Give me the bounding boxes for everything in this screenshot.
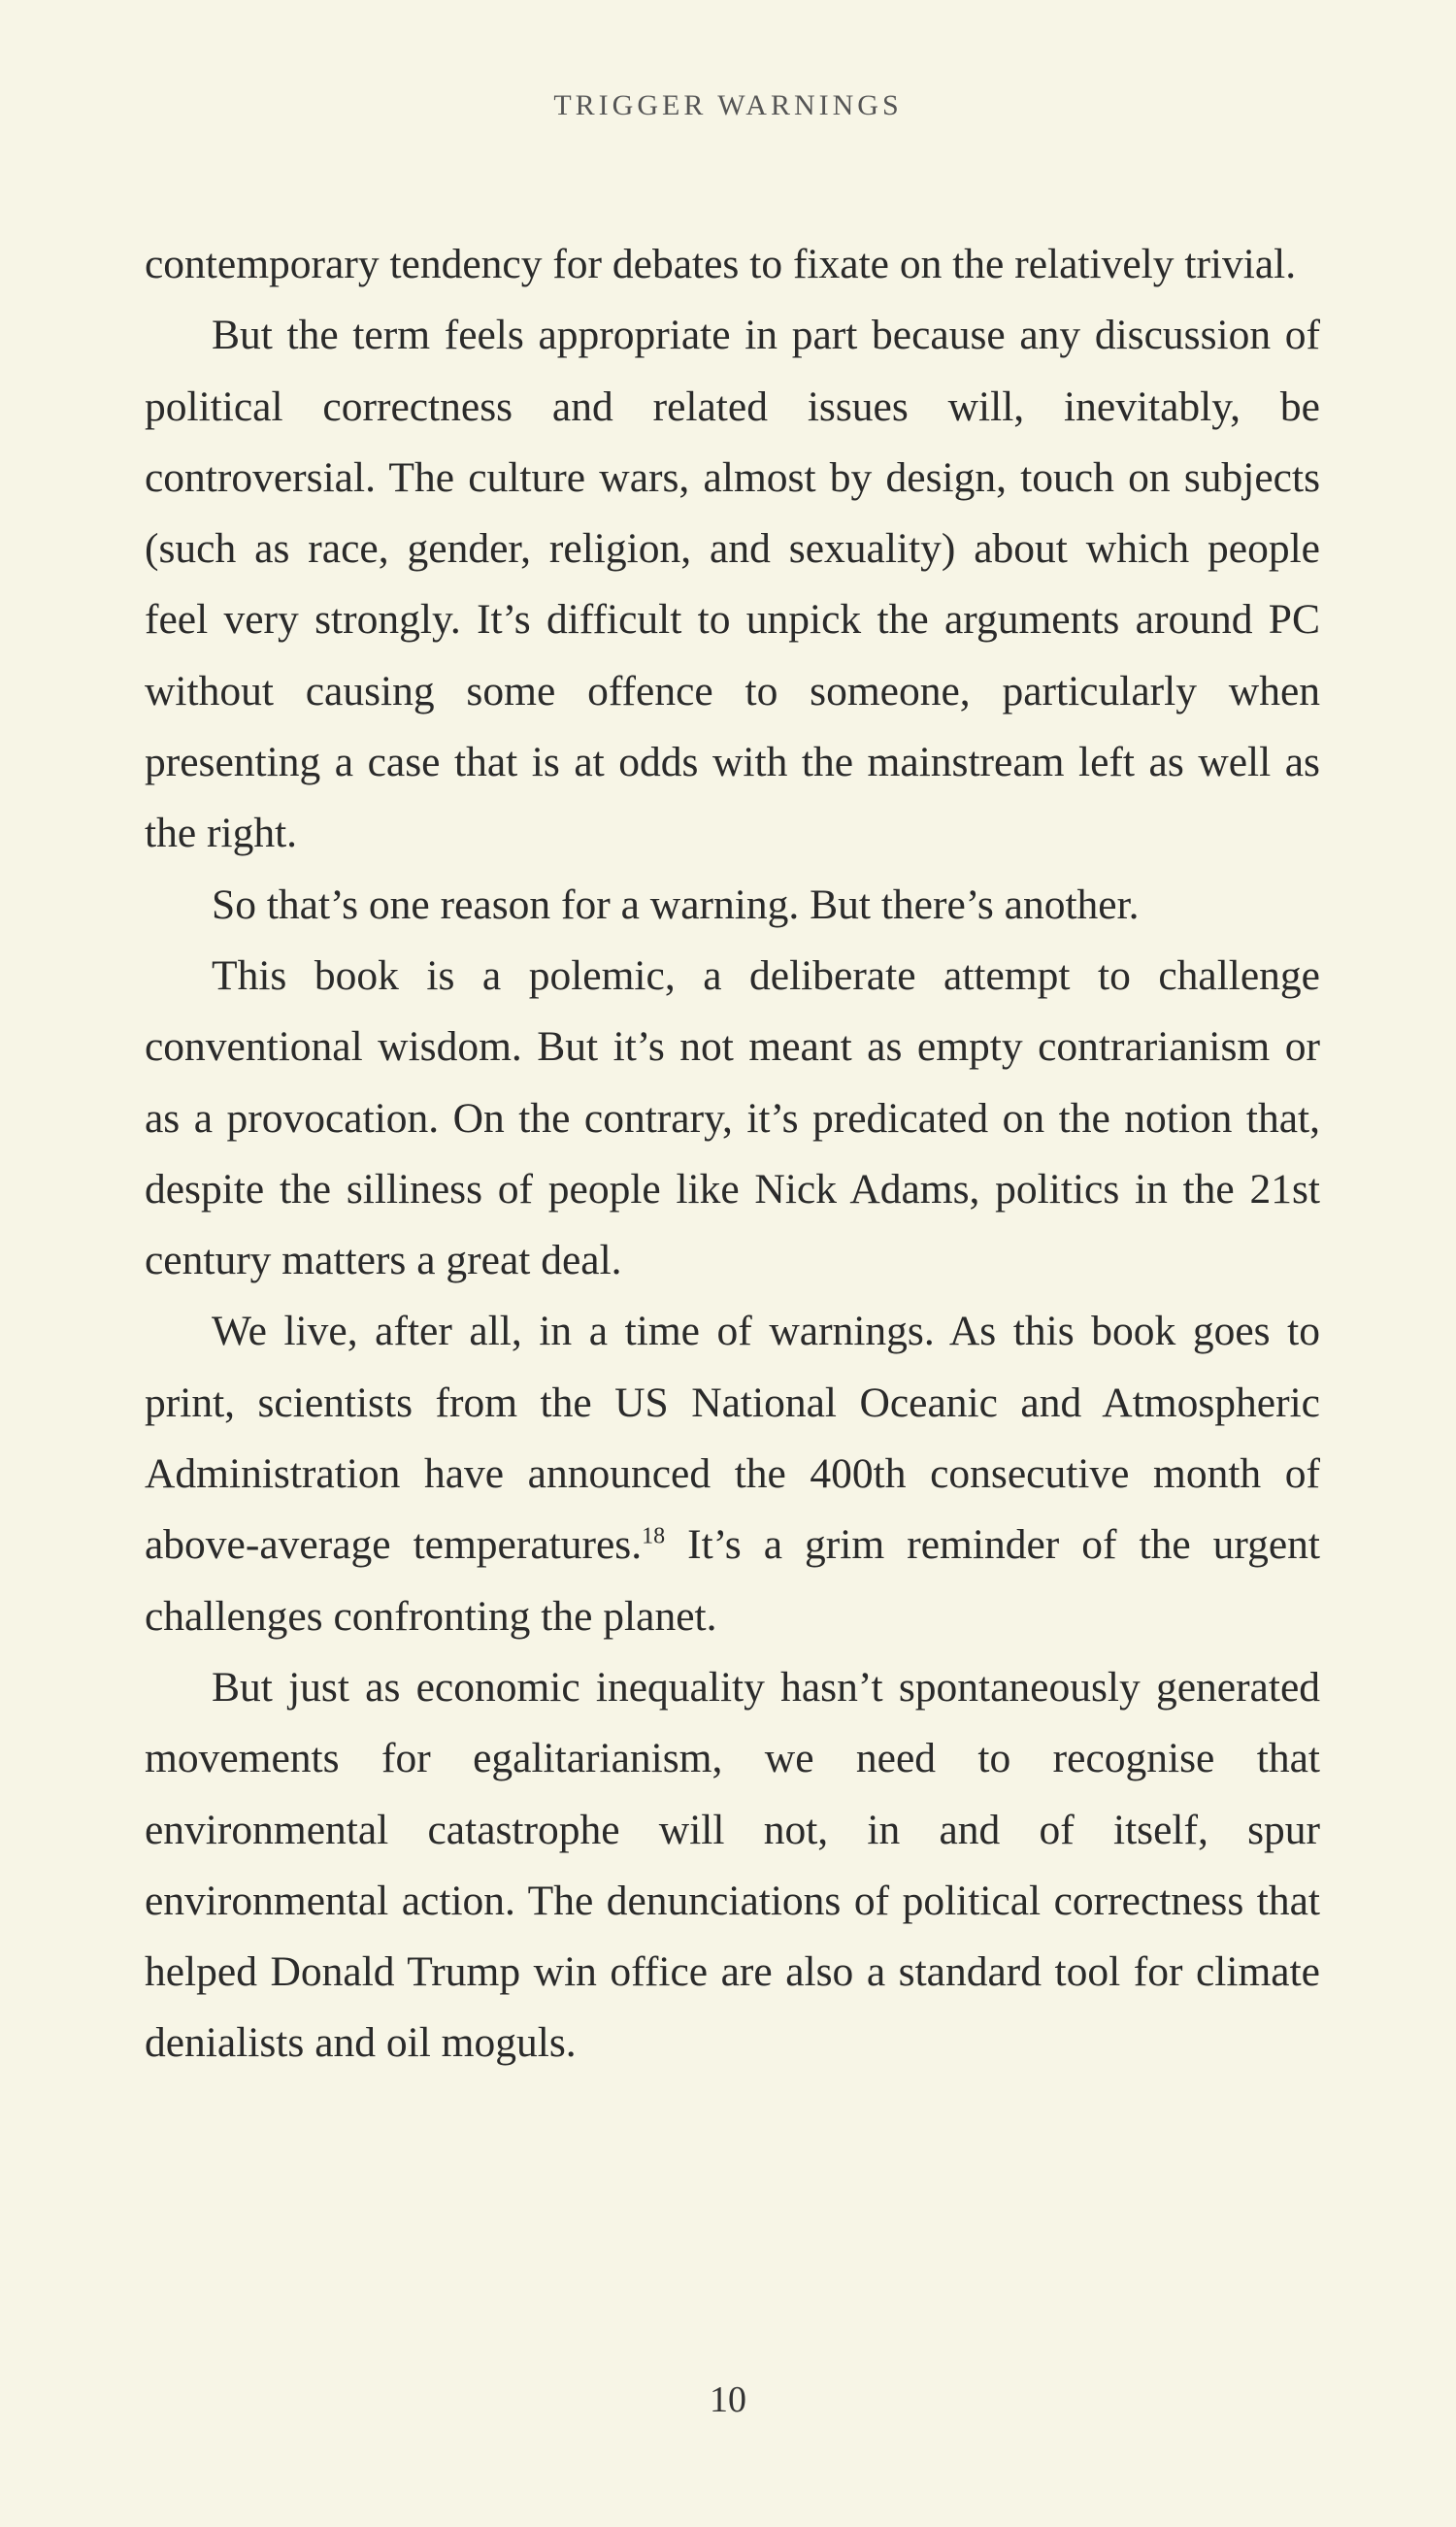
paragraph-5 <box>145 1296 1320 1651</box>
paragraph-1: contemporary tendency for debates to fixate on the relatively trivial. <box>145 241 1297 287</box>
page-number: 10 <box>710 2379 746 2420</box>
footnote-marker: 18 <box>642 1523 666 1549</box>
paragraph-5-text-b: It’s a grim reminder of the urgent challenges confronting the planet. <box>145 1521 1321 1640</box>
paragraph-2: But the term feels appropriate in part because any discussion of political correctness and related issues will, inevitably, be controversial. The culture wars, almost by design, touch on subjects (such as race, gender, religion, and sexuality) about which people feel very strongly. It’s difficult to unpick the arguments around PC without causing some offence to someone, particularly when presenting a case that is at odds with the mainstream left as well as the right. <box>145 312 1320 857</box>
paragraph-4: This book is a polemic, a deliberate attempt to challenge conventional wisdom. But it’s not meant as empty contrarianism or as a provocation. On the contrary, it’s predicated on the notion that, despite the silliness of people like Nick Adams, politics in the 21st century matters a great deal. <box>145 951 1320 1284</box>
paragraph-3: So that’s one reason for a warning. But there’s another. <box>212 881 1140 928</box>
paragraph-5-text-a: We live, after all, in a time of warnings. As this book goes to print, scientists from the US National Oceanic and Atmospheric Administration have announced the 400th consecutive month of above-average temperatures. <box>145 1308 1320 1569</box>
body-text <box>145 229 1320 2079</box>
paragraph-6: But just as economic inequality hasn’t spontaneously generated movements for egalitarianism, we need to recognise that environmental catastrophe will not, in and of itself, spur environmental action. The denunciations of political correctness that helped Donald Trump win office are also a standard tool for climate denialists and oil moguls. <box>145 1663 1320 2067</box>
running-head: TRIGGER WARNINGS <box>553 89 903 121</box>
